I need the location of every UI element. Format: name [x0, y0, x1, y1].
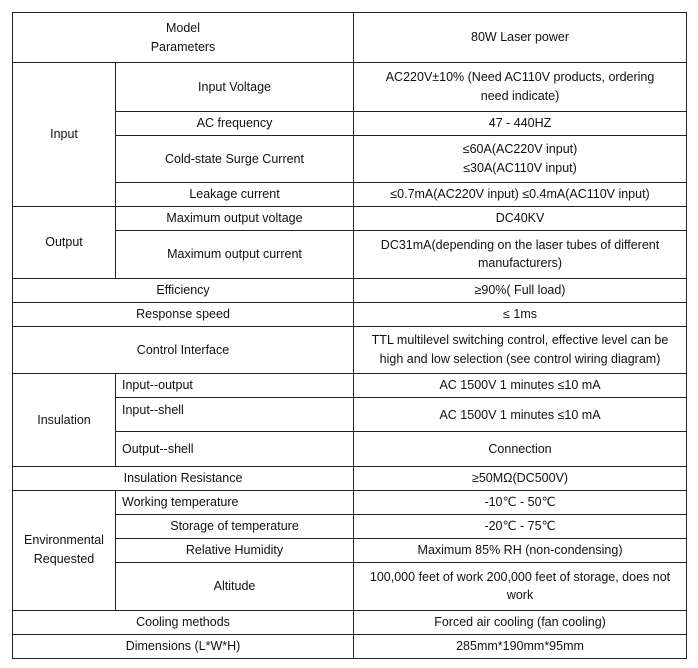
header-model-label: Model	[165, 20, 201, 35]
table-row	[13, 374, 687, 398]
table-row	[13, 63, 687, 111]
param-label: Output--shell	[116, 432, 354, 466]
param-label: Dimensions (L*W*H)	[13, 634, 354, 658]
param-label: Cooling methods	[13, 610, 354, 634]
param-label: Storage of temperature	[116, 514, 354, 538]
group-output: Output	[13, 207, 116, 278]
param-value: ≥50MΩ(DC500V)	[354, 466, 687, 490]
param-value: -10℃ - 50℃	[354, 490, 687, 514]
param-value: AC 1500V 1 minutes ≤10 mA	[354, 374, 687, 398]
header-value-cell: 80W Laser power	[354, 13, 687, 63]
param-value: ≤0.7mA(AC220V input) ≤0.4mA(AC110V input)	[354, 183, 687, 207]
param-label: AC frequency	[116, 111, 354, 135]
group-environmental: Environmental Requested	[13, 490, 116, 610]
table-row	[13, 278, 687, 302]
param-label: Maximum output current	[116, 231, 354, 278]
param-value: 100,000 feet of work 200,000 feet of storage, does not work	[354, 563, 687, 610]
param-value: TTL multilevel switching control, effective level can be high and low selection (see control wiring diagram)	[354, 326, 687, 373]
param-value: 285mm*190mm*95mm	[354, 634, 687, 658]
spec-table	[12, 12, 687, 659]
header-row	[13, 13, 687, 63]
table-row	[13, 207, 687, 231]
group-insulation: Insulation	[13, 374, 116, 467]
header-parameters-label: Parameters	[150, 39, 216, 54]
table-row	[13, 634, 687, 658]
param-label: Working temperature	[116, 490, 354, 514]
param-value: ≥90%( Full load)	[354, 278, 687, 302]
param-value: AC220V±10% (Need AC110V products, ordering need indicate)	[354, 63, 687, 111]
param-value: Maximum 85% RH (non-condensing)	[354, 539, 687, 563]
table-row	[13, 326, 687, 373]
param-label: Altitude	[116, 563, 354, 610]
param-value: ≤ 1ms	[354, 302, 687, 326]
param-label: Relative Humidity	[116, 539, 354, 563]
param-label: Control Interface	[13, 326, 354, 373]
table-row	[13, 610, 687, 634]
param-label: Maximum output voltage	[116, 207, 354, 231]
header-model-cell	[13, 13, 354, 63]
table-row	[13, 302, 687, 326]
param-value: -20℃ - 75℃	[354, 514, 687, 538]
param-value: 47 - 440HZ	[354, 111, 687, 135]
group-input: Input	[13, 63, 116, 207]
param-label: Input--output	[116, 374, 354, 398]
param-label: Insulation Resistance	[13, 466, 354, 490]
param-label: Efficiency	[13, 278, 354, 302]
param-label: Cold-state Surge Current	[116, 135, 354, 182]
table-row	[13, 490, 687, 514]
param-label: Leakage current	[116, 183, 354, 207]
param-value: DC40KV	[354, 207, 687, 231]
param-value: Connection	[354, 432, 687, 466]
param-value: ≤60A(AC220V input) ≤30A(AC110V input)	[354, 135, 687, 182]
param-value: Forced air cooling (fan cooling)	[354, 610, 687, 634]
param-label: Response speed	[13, 302, 354, 326]
param-value: DC31mA(depending on the laser tubes of different manufacturers)	[354, 231, 687, 278]
param-label: Input Voltage	[116, 63, 354, 111]
param-label: Input--shell	[116, 398, 354, 432]
param-value: AC 1500V 1 minutes ≤10 mA	[354, 398, 687, 432]
table-row	[13, 466, 687, 490]
